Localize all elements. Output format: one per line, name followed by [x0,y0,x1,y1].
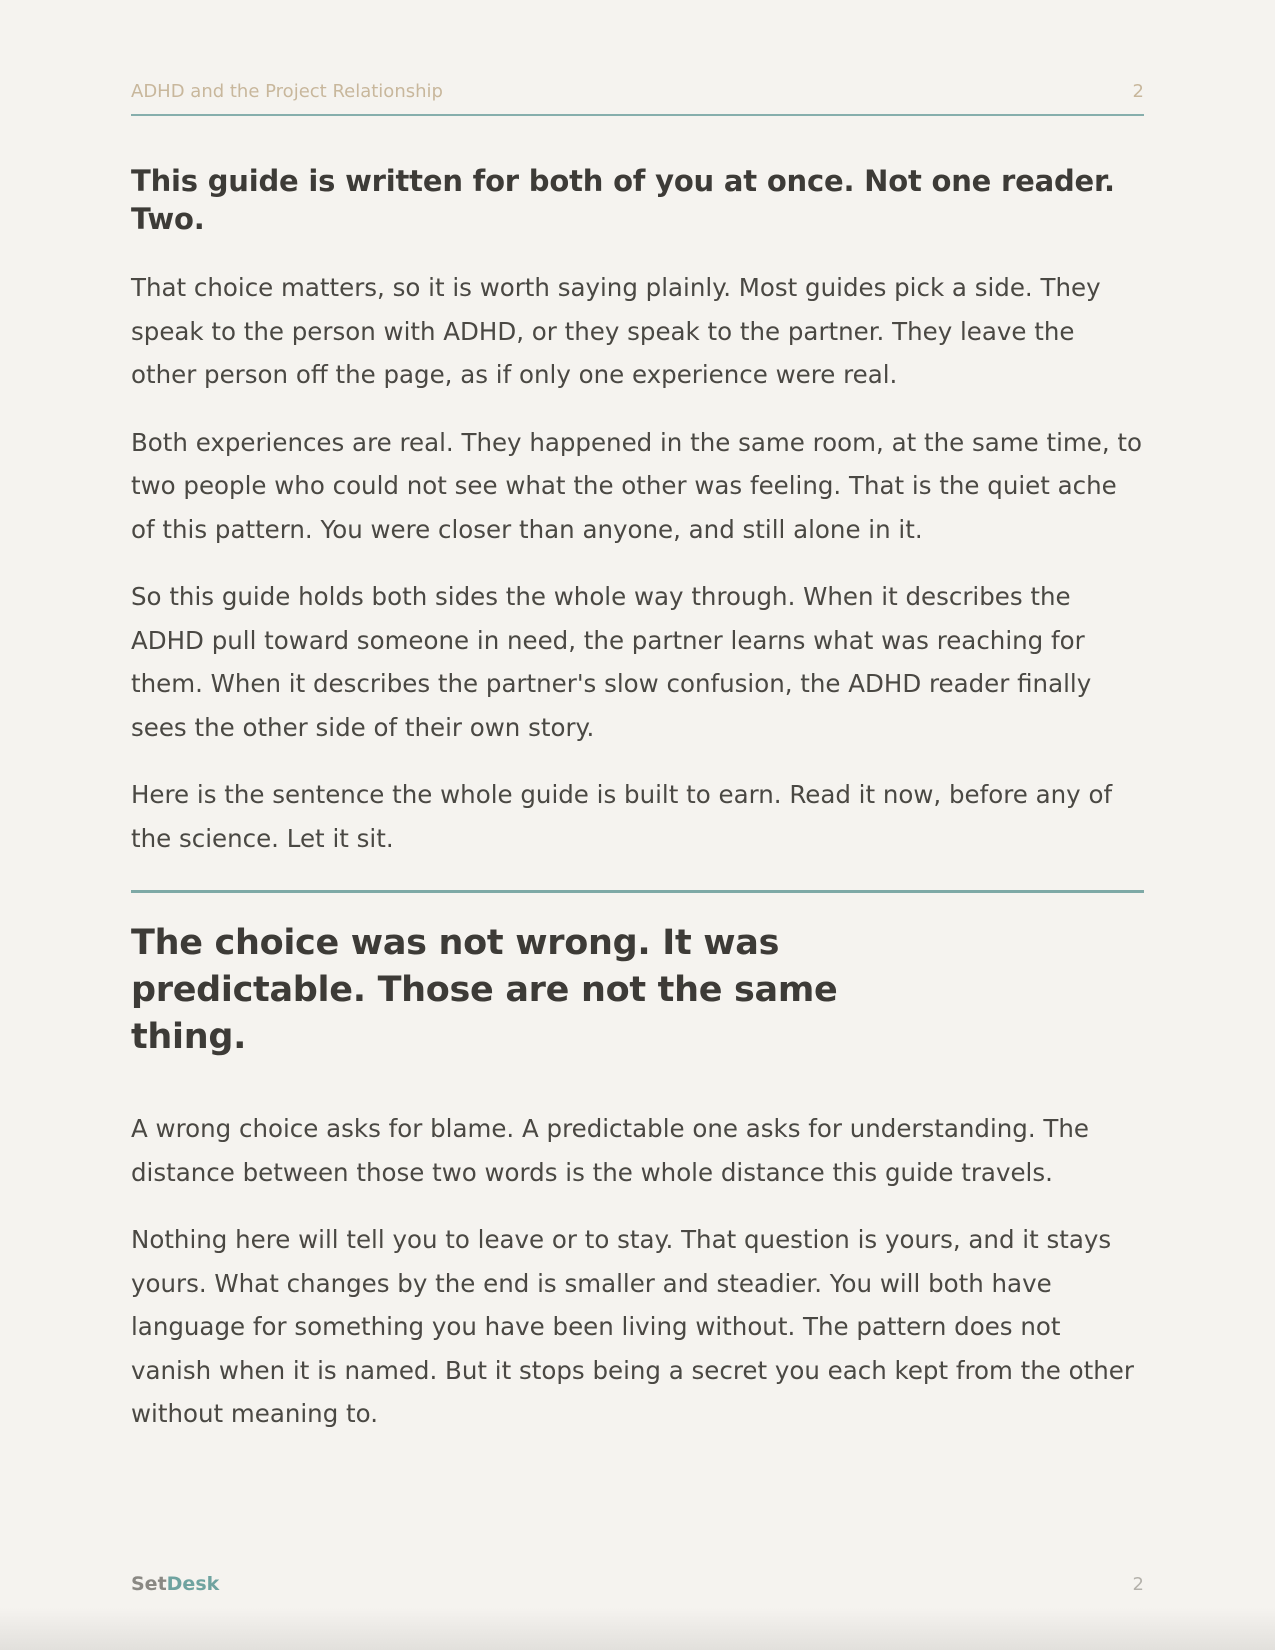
document-page [131,0,1144,1650]
key-sentence-heading: The choice was not wrong. It was predictable. Those are not the same thing. [131,923,838,1057]
brand-logo-part-desk: Desk [166,1573,220,1595]
running-header [131,78,1144,116]
brand-logo [131,1573,219,1595]
intro-paragraph: Here is the sentence the whole guide is built to earn. Read it now, before any of the science. Let it sit. [131,780,1113,853]
key-sentence-paragraph: Nothing here will tell you to leave or to stay. That question is yours, and it stays yours. What changes by the end is smaller and steadier. You will both have language for something you have been living without. The pattern does not vanish when it is named. But it stops being a secret you each kept from the other without meaning to. [131,1225,1134,1428]
running-footer-page-number: 2 [1132,1574,1144,1595]
page-bottom-shadow [0,1608,1275,1650]
running-footer [131,1573,1144,1599]
section-divider [131,890,1144,893]
intro-paragraph: Both experiences are real. They happened in the same room, at the same time, to two people who could not see what the other was feeling. That is the quiet ache of this pattern. You were closer than anyone, and still alone in it. [131,427,1142,544]
key-sentence-section [131,920,1144,1460]
intro-section [131,162,1144,884]
key-sentence-paragraph: A wrong choice asks for blame. A predictable one asks for understanding. The distance between those two words is the whole distance this guide travels. [131,1114,1089,1187]
intro-paragraph: That choice matters, so it is worth saying plainly. Most guides pick a side. They speak to the person with ADHD, or they speak to the partner. They leave the other person off the page, as if only one experience were real. [131,273,1101,389]
running-header-title: ADHD and the Project Relationship [131,81,443,102]
intro-paragraph: So this guide holds both sides the whole way through. When it describes the ADHD pull toward someone in need, the partner learns what was reaching for them. When it describes the partner's slow confusion, the ADHD reader finally sees the other side of their own story. [131,582,1092,742]
running-header-page-number: 2 [1132,81,1144,102]
brand-logo-part-set: Set [131,1573,167,1595]
intro-heading: This guide is written for both of you at once. Not one reader. Two. [131,164,1115,236]
